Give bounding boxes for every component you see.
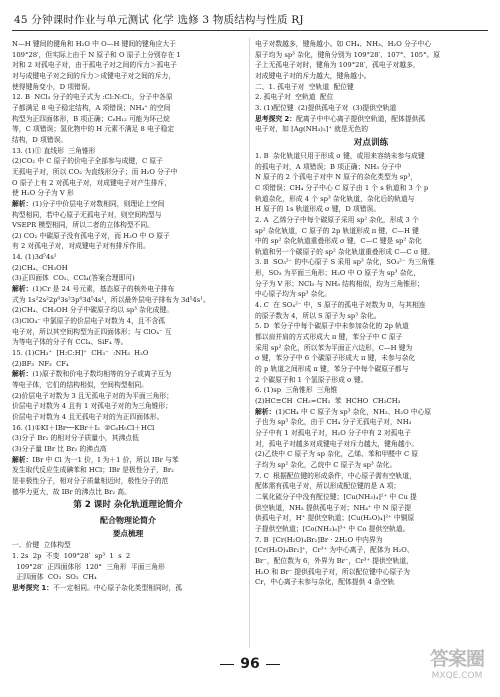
keyword-label: 思考探究 2： (255, 114, 297, 123)
text-line: 原子均为 sp³ 杂化，键角分别为 109°28′、107°、105°。原 (255, 50, 441, 59)
text-line: (3)正四面体 CO₂、CCl₄(答案合理即可) (12, 274, 135, 283)
text-line: 解析：(1)分子中价层电子对数相同，则理论上空间 (12, 199, 165, 208)
text-line: C 项错误；CH₄ 分子中心 C 原子由 1 个 s 轨道和 3 个 p (255, 183, 429, 192)
text-line: 15. (1)CH₃⁺ [H:C:H]⁺ CH₃⁻ :NH₃ H₂O (12, 349, 149, 358)
text-line: 的孤电子对，A 项错误；B 项正确；NH₃ 分子中 (255, 162, 402, 171)
text-line: (2)CO₂ 中 C 原子的价电子全部参与成键，C 原子 (12, 157, 163, 166)
text-line: 是非极性分子，相对分子质量相近时，极性分子的范 (12, 476, 169, 485)
text-line: 4. C 在 SO₄²⁻ 中，S 原子的孤电子对数为 0，与其相连 (255, 301, 426, 310)
keyword-label: 解析： (12, 370, 33, 379)
text-line: 正四面体 CO₂ SO₂ CH₄ (12, 573, 97, 582)
text-line: 等，C 项错误；氢化物中的 H 元素不满足 8 电子稳定 (12, 125, 175, 134)
text-line: 2. A 乙烯分子中每个碳原子采用 sp² 杂化，形成 3 个 (255, 215, 419, 224)
text-line: 解析：IBr 中 Cl 为一1 价，I 为＋1 价，所以 IBr 与苯 (12, 455, 179, 464)
text-line: 德华力更大，故 IBr 的沸点比 Br₂ 高。 (12, 487, 131, 496)
text-line: (3)ClO₄⁻ 中氯原子的价层电子对数为 4，且不含孤 (12, 317, 166, 326)
text-line: [Cr(H₂O)₄Br₂]⁺，Cr³⁺ 为中心离子，配体为 H₂O、 (255, 546, 414, 555)
watermark (424, 648, 490, 690)
text-line: σ 键，苯分子中 6 个碳原子形成大 π 键，未参与杂化 (255, 354, 416, 363)
text-line: 中心原子均为 sp³ 杂化。 (255, 290, 332, 299)
text-line: 109°28′，但实际上由于 N 原子和 O 原子上分别存在 1 (12, 50, 181, 59)
text-line: 等电子体，它们的结构相似，空间构型相同。 (12, 381, 148, 389)
text-line: 子也为 sp³ 杂化，由于 CH₄ 分子无孤电子对，NH₃ (255, 418, 412, 427)
text-line: 轨道杂化，形成 4 个 sp³ 杂化轨道，杂化后的轨道与 (255, 194, 415, 203)
text-line: 7. B [Cr(H₂O)₄Br₂]Br · 2H₂O 中内界为 (255, 535, 383, 544)
text-line: 电子对，所以其空间构型为正四面体形；与 ClO₄⁻ 互 (12, 327, 172, 336)
text-line: 解析：(1)Cr 是 24 号元素，基态原子的核外电子排布 (12, 285, 175, 294)
text-line: 轨道和另一个碳原子的 sp² 杂化轨道重叠形成 C—C σ 键。 (255, 247, 435, 256)
watermark-url: MXQE.COM (431, 671, 483, 681)
text-line: 12. B NCl₃ 分子的电子式为 :Cl:N:Cl:，分子中各原 (12, 93, 173, 102)
text-line: 配体需有孤电子对，所以形成配位键的是 A 项； (255, 482, 401, 491)
keyword-label: 解析： (255, 407, 276, 416)
text-line: 形，SO₃ 为平面三角形；H₂O 中 O 原子为 sp³ 杂化， (255, 269, 421, 278)
text-line: 构型相同，若中心原子无孤电子对，则空间构型与 (12, 210, 162, 219)
text-line: 6. (1)sp 三角锥形 三角锥 (255, 386, 338, 395)
text-line: 13. (1)① 直线形 三角锥形 (12, 146, 96, 155)
answer-block-4 (255, 151, 487, 588)
text-line: 都以肩并肩的方式形成大 π 键，苯分子中 C 原子 (255, 333, 403, 342)
text-line: 子提供空轨道；[Co(NH₃)₆]³⁺ 中 Co 提供空轨道。 (255, 524, 410, 533)
key-points-heading: 要点梳理 (112, 529, 144, 539)
watermark-logo: 答案圈 (429, 648, 484, 670)
text-line: 采用 sp² 杂化，所以苯为平面正六边形，C—H 键为 (255, 343, 413, 352)
text-line: (2) CO₂ 中碳原子没有孤电子对，而 H₂O 中 O 原子 (12, 231, 170, 240)
text-line: (3)分子量 IBr 比 Br₂ 的沸点高 (12, 444, 107, 453)
text-line: 16. (1)①KI＋IBr──KBr＋I₂ ②C₆H₅Cl＋HCl (12, 423, 155, 432)
text-line: 中的 sp² 杂化轨道重叠形成 σ 键，C—C 键是 sp² 杂化 (255, 237, 422, 246)
text-line: 为等电子体的分子有 CCl₄、SiF₄ 等。 (12, 338, 128, 347)
right-column (255, 39, 487, 647)
text-line: sp² 杂化轨道，C 原子的 2p 轨道形成 π 键，C—H 键 (255, 226, 419, 235)
text-line: 子都满足 8 电子稳定结构，A 项错误；NH₄⁺ 的空间 (12, 103, 171, 112)
text-line: 子上无孤电子对时，键角为 109°28′，孤电子对越多， (255, 61, 420, 70)
text-line: 发生取代反应生成碘苯和 HCl；IBr 是极性分子，Br₂ (12, 466, 174, 475)
lesson-subtitle: 配合物理论简介 (100, 516, 156, 526)
text-line: 思考探究 1：不一定相同。中心原子杂化类型相同时，孤 (12, 583, 183, 592)
text-line: 3. (1)配位键 (2)提供孤电子对 (3)提供空轨道 (255, 103, 397, 112)
column-divider (249, 38, 250, 648)
footer-dash-left (220, 664, 234, 665)
text-line: 的原子数为 4，所以 S 原子为 sp³ 杂化。 (255, 311, 381, 320)
text-line: 二、1. 孤电子对 空轨道 配位键 (255, 82, 354, 91)
text-line: (2)乙炔中 C 原子为 sp 杂化，乙烯、苯和甲醛中 C 原 (255, 450, 419, 459)
answer-block-3 (255, 39, 487, 135)
text-line: 2 个碳原子和 1 个氢原子形成 σ 键。 (255, 375, 368, 384)
running-header: 45 分钟课时作业与单元测试 化学 选修 3 物质结构与性质 RJ (14, 14, 304, 26)
text-line: (3)分子 Br₂ 的相对分子质量小，其沸点低 (12, 434, 139, 443)
text-line: 价层电子对数为 4 且有 1 对孤电子对的为三角锥形； (12, 402, 173, 411)
footer-dash-right (266, 664, 280, 665)
answer-block-2 (12, 540, 244, 593)
text-line: O 原子上有 2 对孤电子对，对成键电子对产生排斥， (12, 178, 172, 187)
text-line: 供孤电子对，H⁺ 提供空轨道；[Cu(H₂O)₄]²⁺ 中铜原 (255, 514, 415, 523)
text-line: Br⁻，配位数为 6，外界为 Br⁻，Cr³⁺ 提供空轨道， (255, 556, 413, 565)
text-line: 对和 2 对孤电子对，由于孤电子对之间的斥力＞孤电子 (12, 61, 177, 70)
text-line: H 原子的 1s 轨道形成 σ 键，D 项错误。 (255, 205, 381, 214)
text-line: (2)CH₄、CH₃OH 分子中碳原子均以 sp³ 杂化成键。 (12, 306, 174, 315)
text-line: (2)CH₄、CH₃OH (12, 263, 68, 272)
text-line: 对与成键电子对之间的斥力＞成键电子对之间的斥力， (12, 71, 176, 80)
text-line: 2. 孤电子对 空轨道 配位 (255, 93, 334, 102)
text-line: 3. B SO₃²⁻ 的中心原子 S 采用 sp³ 杂化，SO₃²⁻ 为三角锥 (255, 258, 435, 267)
text-line: (2)BF₃ NF₃ CF₄ (12, 359, 69, 368)
text-line: 对成键电子对的斥力越大，键角越小。 (255, 71, 371, 80)
text-line: 构型为正四面体形，B 项正确；C₆H₁₂ 可能为环己烷 (12, 114, 170, 123)
text-line: 109°28′ 正四面体形 120° 三角形 平面三角形 (12, 562, 165, 571)
keyword-label: 思考探究 1： (12, 583, 54, 592)
keyword-label: 解析： (12, 455, 33, 464)
text-line: 结构，D 项错误。 (12, 135, 68, 144)
text-line: VSEPR 模型相同，所以二者的立体构型不同。 (12, 221, 154, 230)
text-line: 一、价键 立体构型 (12, 541, 71, 550)
text-line: 子均为 sp² 杂化，乙烷中 C 原子为 sp³ 杂化。 (255, 460, 397, 469)
page-number: 96 (240, 656, 260, 672)
text-line: (2)HC≡CH CH₂=CH₂ 苯 HCHO CH₃CH₃ (255, 397, 401, 405)
text-line: 1. 2s 2p 不变 109°28′ sp³ 1 s 2 (12, 551, 131, 560)
text-line: 分子中有 1 对孤电子对，H₂O 分子中有 2 对孤电子 (255, 428, 412, 437)
text-line: 电子对数越多，键角越小。如 CH₄、NH₃、H₂O 分子中心 (255, 40, 432, 48)
text-line: 电子对，如 [Ag(NH₃)₂]⁺ 就是无色的 (255, 125, 369, 134)
text-line: 7. C 根据配位键的形成条件，中心原子需有空轨道， (255, 471, 416, 480)
text-line: 5. D 苯分子中每个碳原子中未参加杂化的 2p 轨道 (255, 322, 409, 331)
keyword-label: 解析： (12, 199, 33, 208)
text-line: H₂O 和 Br⁻ 提供孤电子对，所以配位键中心原子为 (255, 567, 410, 576)
text-line: 思考探究 2：配离子中中心离子提供空轨道，配体提供孤 (255, 114, 426, 123)
lesson-title: 第 2 课时 杂化轨道理论简介 (73, 500, 183, 511)
text-line: 解析：(1)原子数和价电子数均相等的分子或离子互为 (12, 370, 172, 379)
text-line: 二氧化硫分子中没有配位键；[Cu(NH₃)₄]²⁺ 中 Cu 提 (255, 492, 417, 501)
text-line: 解析：(1)CH₄ 中 C 原子为 sp³ 杂化，NH₃、H₂O 中心原 (255, 407, 432, 416)
text-line: 使得键角变小，D 项错误。 (12, 82, 95, 91)
text-line: 有 2 对孤电子对，对成键电子对有排斥作用。 (12, 242, 150, 251)
practice-heading: 对点训练 (353, 137, 389, 148)
text-line: 对，孤电子对越多对成键电子对斥力越大，键角越小。 (255, 439, 419, 448)
text-line: 14. (1)3d⁵4s¹ (12, 253, 57, 262)
text-line: 分子为 V 形；NCl₃ 与 NH₃ 结构相似，均为三角锥形； (255, 279, 424, 288)
text-line: 无孤电子对，所以 CO₂ 为直线形分子；而 H₂O 分子中 (12, 167, 178, 176)
keyword-label: 解析： (12, 285, 33, 294)
text-line: 使 H₂O 分子为 V 形 (12, 189, 74, 198)
text-line: (2)价层电子对数为 3 且无孤电子对的为平面三角形； (12, 391, 174, 400)
text-line: 式为 1s²2s²2p⁶3s²3p⁶3d⁵4s¹，所以最外层电子排布为 3d⁵4s¹。 (12, 295, 210, 304)
text-line: 供空轨道，NH₃ 提供孤电子对；NH₄⁺ 中 N 原子提 (255, 503, 412, 512)
text-line: 价层电子对数为 4 且无孤电子对的为正四面体形。 (12, 412, 164, 421)
text-line: N—H 键间的键角和 H₂O 中 O—H 键间的键角应大于 (12, 40, 176, 48)
text-line: N 原子的 2 个孤电子对中 N 原子的杂化类型为 sp³， (255, 173, 418, 182)
text-line: Cr，中心离子未参与杂化，配体提供 4 条空轨 (255, 578, 395, 587)
text-line: 的 p 轨道之间形成 π 键，苯分子中每个碳原子都与 (255, 365, 409, 374)
text-line: 1. B 杂化轨道只用于形成 σ 键，或用来容纳未参与成键 (255, 151, 425, 160)
answer-block-1 (12, 39, 244, 497)
left-column (12, 39, 244, 647)
header-rule (12, 30, 488, 31)
